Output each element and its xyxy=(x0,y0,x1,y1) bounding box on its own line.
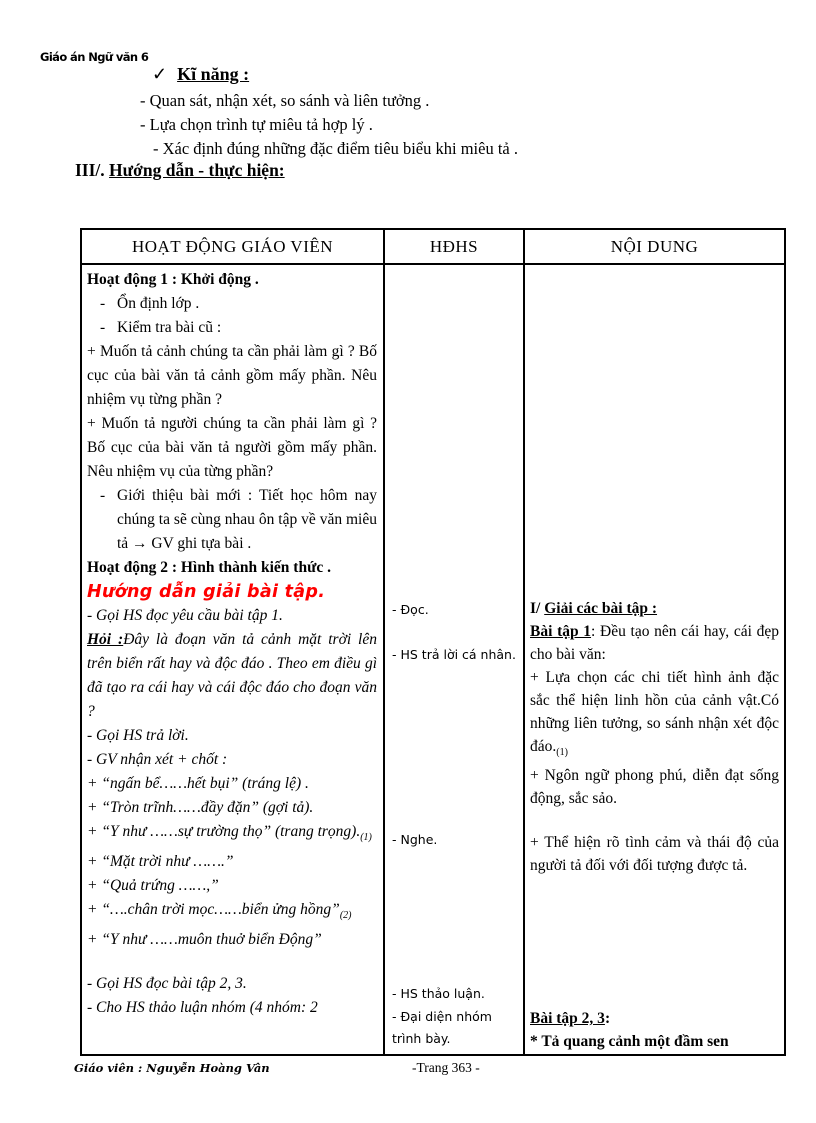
student-response: - HS trả lời cá nhân. xyxy=(392,647,516,662)
exercise-1-label: Bài tập 1 xyxy=(530,623,592,640)
column-content xyxy=(525,265,784,1054)
activity-2-heading: Hoạt động 2 : Hình thành kiến thức . xyxy=(87,559,332,576)
content-block-feeling xyxy=(530,831,779,877)
instruction: - Gọi HS đọc bài tập 2, 3. xyxy=(87,975,247,993)
quote-line: + “Tròn trĩnh……đầy đặn” (gợi tả). xyxy=(87,799,314,816)
exercise-23-point: * Tả quang cảnh một đầm sen xyxy=(530,1033,729,1050)
section-number: III/. xyxy=(75,160,110,180)
skill-line: - Xác định đúng những đặc điểm tiêu biểu khi miêu tả . xyxy=(153,139,518,158)
exercise-1-point: + Ngôn ngữ phong phú, diễn đạt sống động, sắc sảo. xyxy=(530,767,779,808)
list-item: - Ổn định lớp . xyxy=(100,295,200,312)
question-1: + Muốn tả cảnh chúng ta cần phải làm gì ? Bố cục của bài văn tả cảnh gồm mấy phần. Nêu nhiệm vụ từng phần ? xyxy=(87,343,377,408)
column-student-activity xyxy=(385,265,525,1054)
new-lesson-intro: - Giới thiệu bài mới : Tiết học hôm nay chúng ta sẽ cùng nhau ôn tập về văn miêu tả → GV ghi tựa bài . xyxy=(100,487,377,552)
content-block-exercise1 xyxy=(530,597,779,810)
activity-1-heading: Hoạt động 1 : Khởi động . xyxy=(87,271,259,288)
question-2: + Muốn tả người chúng ta cần phải làm gì ? Bố cục của bài văn tả người gồm mấy phần. Nêu nhiệm vụ của từng phần? xyxy=(87,415,377,480)
exercise-1-point: + Thể hiện rõ tình cảm và thái độ của người tả đối với đối tượng được tả. xyxy=(530,834,779,874)
skill-line: - Quan sát, nhận xét, so sánh và liên tưởng . xyxy=(140,91,430,110)
exercise-1: Bài tập 1: Đều tạo nên cái hay, cái đẹp cho bài văn: xyxy=(530,623,779,663)
question-label: Hỏi : xyxy=(87,631,124,648)
footer-page-number: -Trang 363 - xyxy=(412,1060,480,1075)
header-teacher-activity: HOẠT ĐỘNG GIÁO VIÊN xyxy=(82,230,385,263)
table-body xyxy=(82,265,784,1054)
exercise-guide-heading: Hướng dẫn giải bài tập. xyxy=(87,582,326,602)
instruction: - Cho HS thảo luận nhóm (4 nhóm: 2 xyxy=(87,999,318,1017)
student-response: - Nghe. xyxy=(392,832,438,847)
column-teacher-activity xyxy=(82,265,385,1054)
instruction: - GV nhận xét + chốt : xyxy=(87,751,228,768)
table-header-row xyxy=(82,230,784,265)
content-block-exercise23 xyxy=(530,1007,779,1053)
exercise-1-point: + Lựa chọn các chi tiết hình ảnh đặc sắc thể hiện linh hồn của cảnh vật.Có những liên tưởng, so sánh nhận xét độc $đáo._{(1)}$ xyxy=(530,669,779,759)
instruction: - Gọi HS đọc yêu cầu bài tập 1. xyxy=(87,607,283,624)
section-heading xyxy=(75,160,285,181)
quote-line: + “Y như ……sự trường thọ” (trang $trọng)._{(1)}$ xyxy=(87,823,372,844)
lesson-table xyxy=(80,228,786,1056)
vertical-gap xyxy=(87,952,377,972)
content-heading: I/ Giải các bài tập : xyxy=(530,600,658,617)
skills-heading xyxy=(152,64,249,85)
header-note: Giáo án Ngữ văn 6 xyxy=(40,50,149,64)
quote-line: + “….chân trời mọc……biển ửng $hồng”_{(2)}$ xyxy=(87,901,352,922)
footer-teacher-name: Giáo viên : Nguyễn Hoàng Vân xyxy=(74,1061,270,1075)
quote-line: + “ngấn bể……hết bụi” (tráng lệ) . xyxy=(87,775,309,792)
skills-heading-label: Kĩ năng : xyxy=(177,64,250,84)
header-content: NỘI DUNG xyxy=(610,236,699,256)
section-heading-label: Hướng dẫn - thực hiện: xyxy=(109,160,285,180)
student-response: - Đọc. xyxy=(392,602,429,617)
skill-line: - Lựa chọn trình tự miêu tả hợp lý . xyxy=(140,115,373,134)
footnote-ref: (1) xyxy=(556,747,568,759)
check-icon: ✓ xyxy=(152,64,168,84)
footnote-ref: (2) xyxy=(339,910,352,922)
quote-line: + “Quả trứng ……,” xyxy=(87,877,219,895)
exercise-23-heading: Bài tập 2, 3: xyxy=(530,1010,611,1027)
instruction: - Gọi HS trả lời. xyxy=(87,727,189,744)
student-response: - Đại diện nhóm trình bày. xyxy=(392,1009,492,1046)
student-response: - HS thảo luận. xyxy=(392,986,485,1001)
quote-line: + “Y như ……muôn thuở biển Động” xyxy=(87,931,322,949)
header-student-activity: HĐHS xyxy=(385,230,525,263)
question-prompt: Hỏi :Đây là đoạn văn tả cảnh mặt trời lên trên biển rất hay và độc đáo . Theo em điều gì đã tạo ra cái hay và cái độc đáo cho đoạn văn ? xyxy=(87,631,377,720)
footnote-ref: (1) xyxy=(360,832,372,844)
list-item: - Kiểm tra bài cũ : xyxy=(100,319,222,336)
quote-line: + “Mặt trời như …….” xyxy=(87,853,234,871)
